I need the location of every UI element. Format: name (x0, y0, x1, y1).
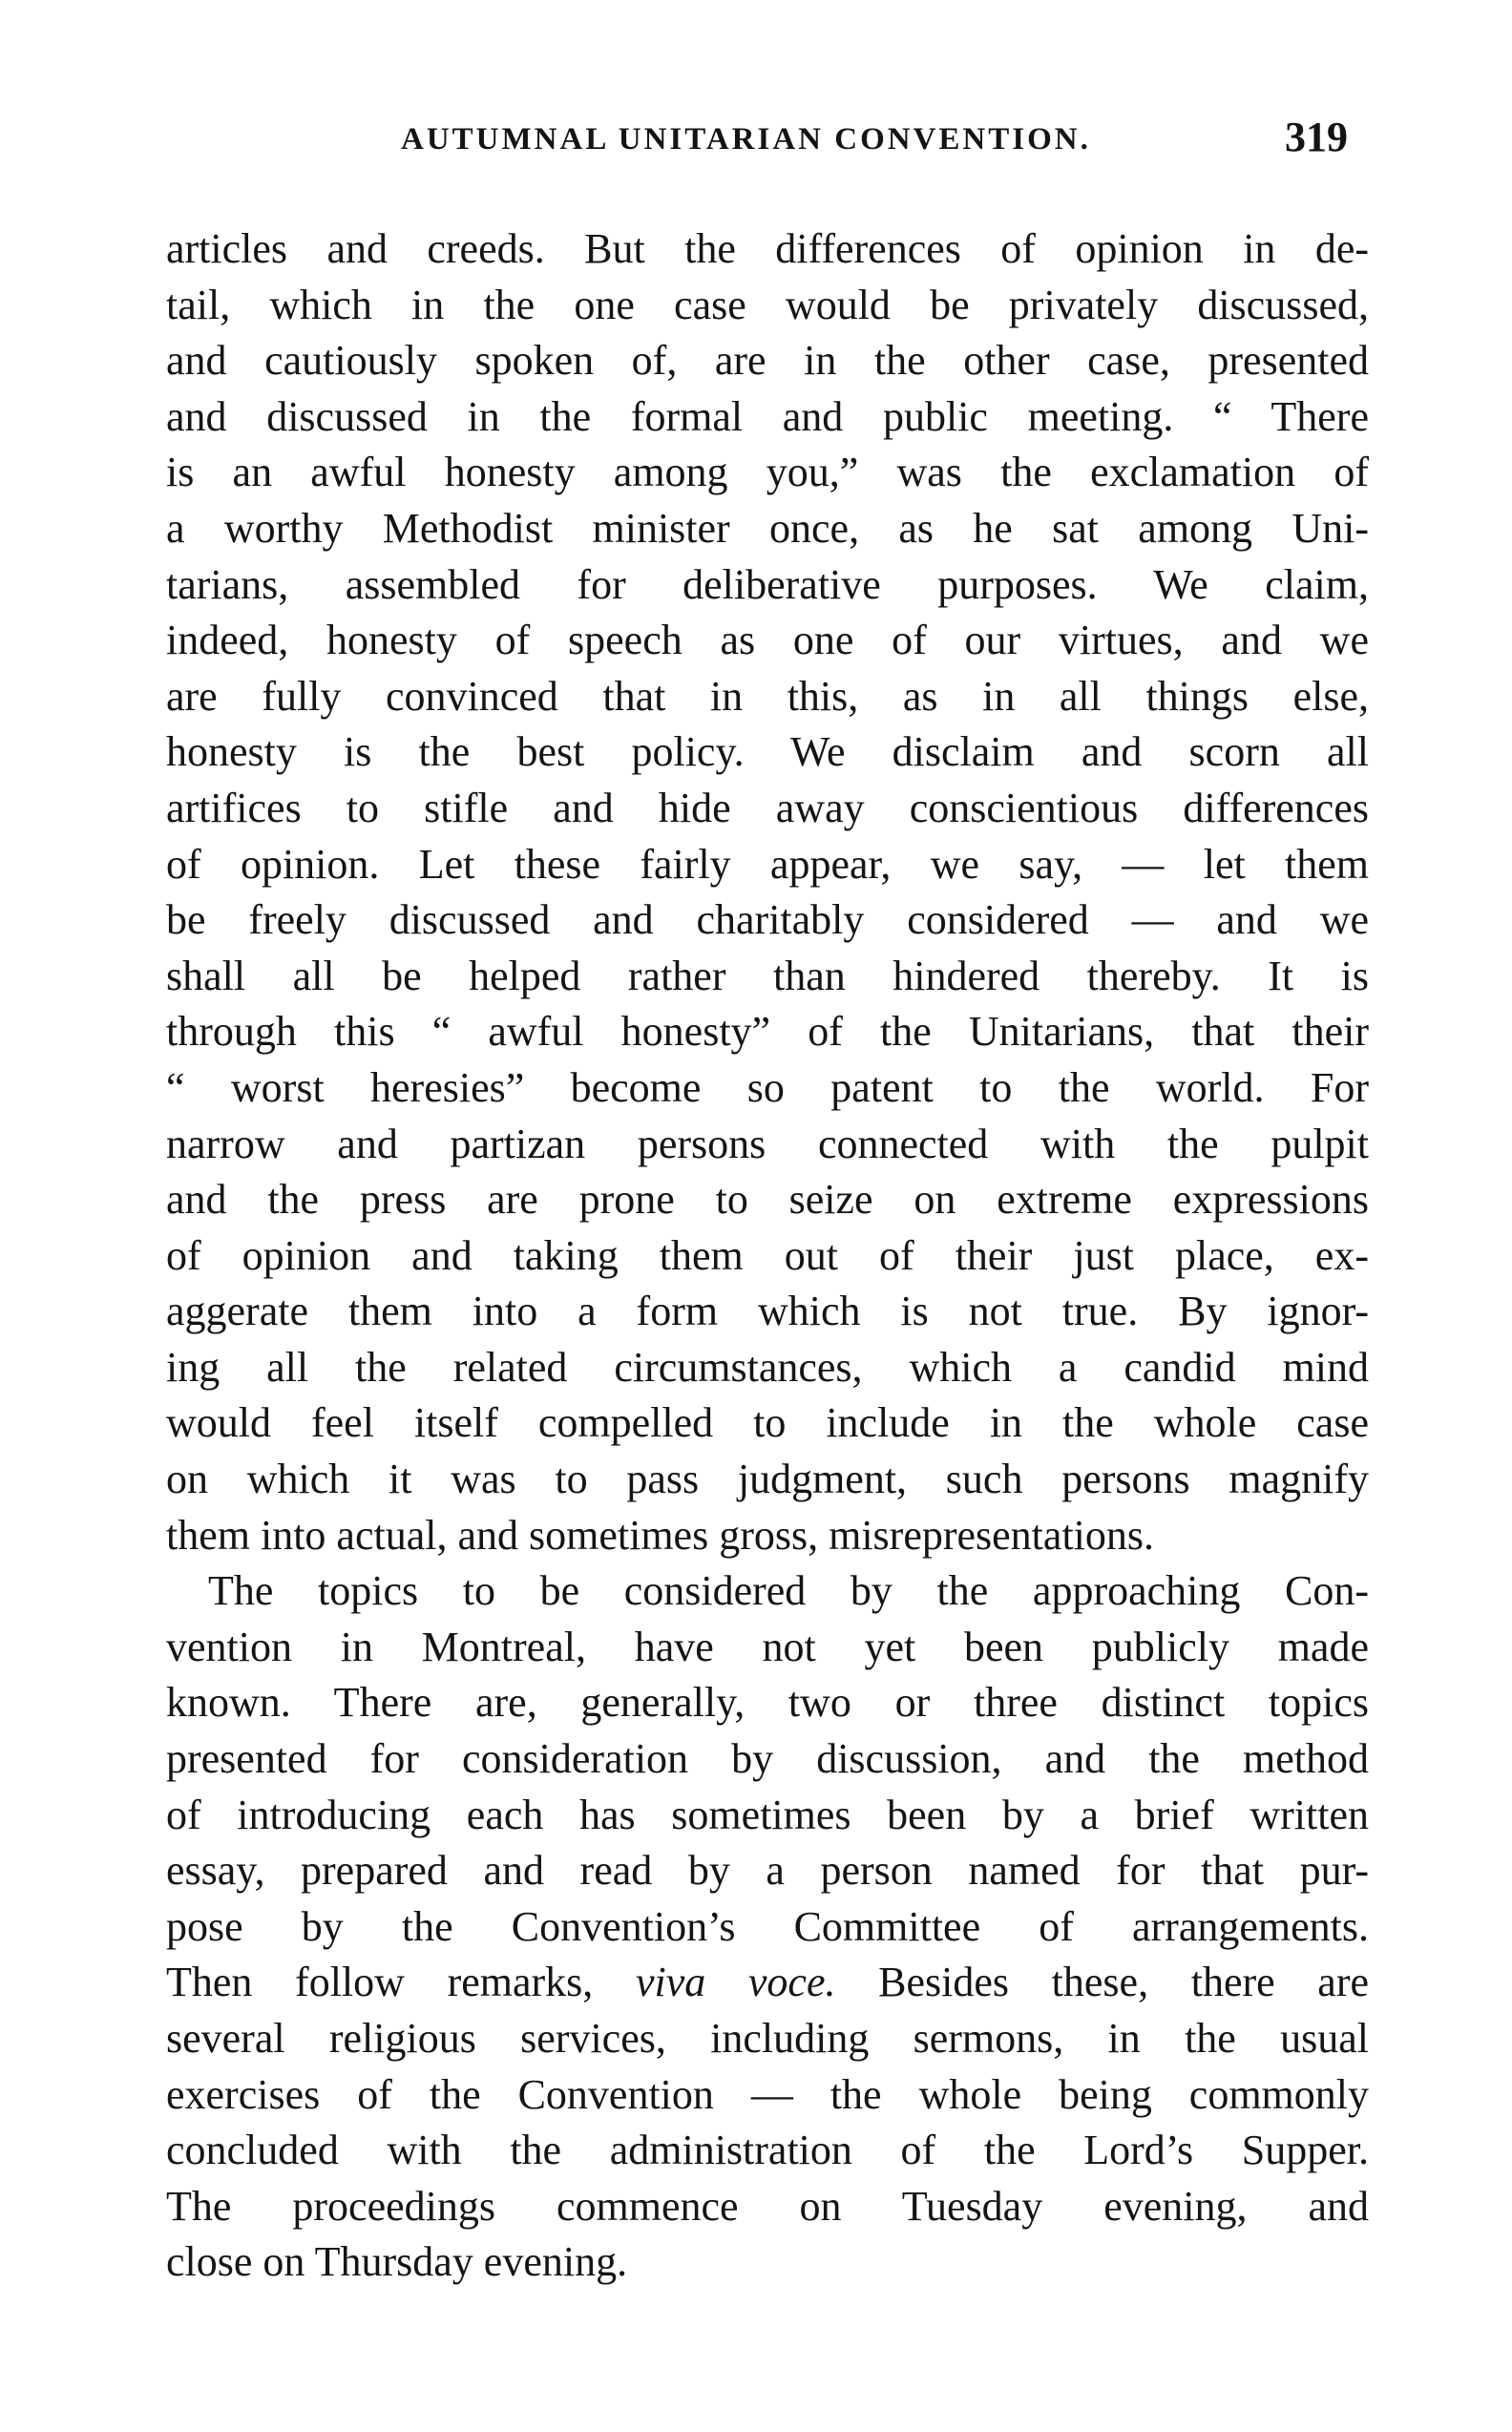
text-line: tarians, assembled for deliberative purposes. We claim, (166, 560, 1369, 608)
text-line: a worthy Methodist minister once, as he sat among Uni- (166, 504, 1369, 552)
text-line: The proceedings commence on Tuesday evening, and (166, 2182, 1369, 2230)
text-line: concluded with the administration of the Lord’s Supper. (166, 2127, 1369, 2174)
text-line: known. There are, generally, two or three distinct topics (166, 1679, 1369, 1727)
text-line: presented for consideration by discussion, and the method (166, 1735, 1369, 1783)
body-text (166, 221, 1369, 2291)
text-line: aggerate them into a form which is not true. By ignor- (166, 1288, 1369, 1335)
text-line: essay, prepared and read by a person named for that pur- (166, 1847, 1369, 1895)
text-line: honesty is the best policy. We disclaim and scorn all (166, 728, 1369, 776)
text-fragment: Besides these, there are (878, 1959, 1370, 2006)
text-line: would feel itself compelled to include in the whole case (166, 1399, 1369, 1447)
text-line: of opinion and taking them out of their just place, ex- (166, 1231, 1369, 1279)
text-line: of opinion. Let these fairly appear, we say, — let them (166, 840, 1369, 888)
text-line: is an awful honesty among you,” was the exclamation of (166, 449, 1369, 496)
text-line-with-italic (166, 1955, 1369, 2011)
text-line: ing all the related circumstances, which a candid mind (166, 1343, 1369, 1391)
running-title: AUTUMNAL UNITARIAN CONVENTION. (401, 122, 1091, 157)
text-line: tail, which in the one case would be privately discussed, (166, 281, 1369, 328)
text-line: on which it was to pass judgment, such persons magnify (166, 1456, 1369, 1503)
text-line: of introducing each has sometimes been by a brief written (166, 1791, 1369, 1838)
text-line: artifices to stifle and hide away conscientious differences (166, 784, 1369, 831)
text-line: them into actual, and sometimes gross, misrepresentations. (166, 1511, 1155, 1559)
text-line: indeed, honesty of speech as one of our virtues, and we (166, 617, 1369, 664)
text-fragment: Then follow remarks, (166, 1959, 594, 2006)
text-line: “ worst heresies” become so patent to the world. For (166, 1063, 1369, 1111)
italic-phrase: viva voce. (635, 1959, 836, 2006)
text-line: vention in Montreal, have not yet been publicly made (166, 1623, 1369, 1670)
text-line: pose by the Convention’s Committee of arrangements. (166, 1902, 1369, 1950)
text-line: be freely discussed and charitably considered — and we (166, 896, 1369, 944)
text-line: The topics to be considered by the approaching Con- (208, 1567, 1369, 1615)
text-line: several religious services, including sermons, in the usual (166, 2015, 1369, 2062)
text-line: exercises of the Convention — the whole being commonly (166, 2070, 1369, 2118)
text-line: through this “ awful honesty” of the Unitarians, that their (166, 1008, 1369, 1056)
text-line: narrow and partizan persons connected with the pulpit (166, 1120, 1369, 1167)
page-number: 319 (1285, 114, 1348, 160)
text-line: and the press are prone to seize on extreme expressions (166, 1176, 1369, 1224)
text-line: articles and creeds. But the differences of opinion in de- (166, 225, 1369, 272)
text-line: and cautiously spoken of, are in the other case, presented (166, 337, 1369, 385)
text-line: are fully convinced that in this, as in all things else, (166, 672, 1369, 720)
text-line: and discussed in the formal and public meeting. “ There (166, 392, 1369, 440)
text-line: shall all be helped rather than hindered thereby. It is (166, 952, 1369, 999)
text-line: close on Thursday evening. (166, 2238, 628, 2286)
